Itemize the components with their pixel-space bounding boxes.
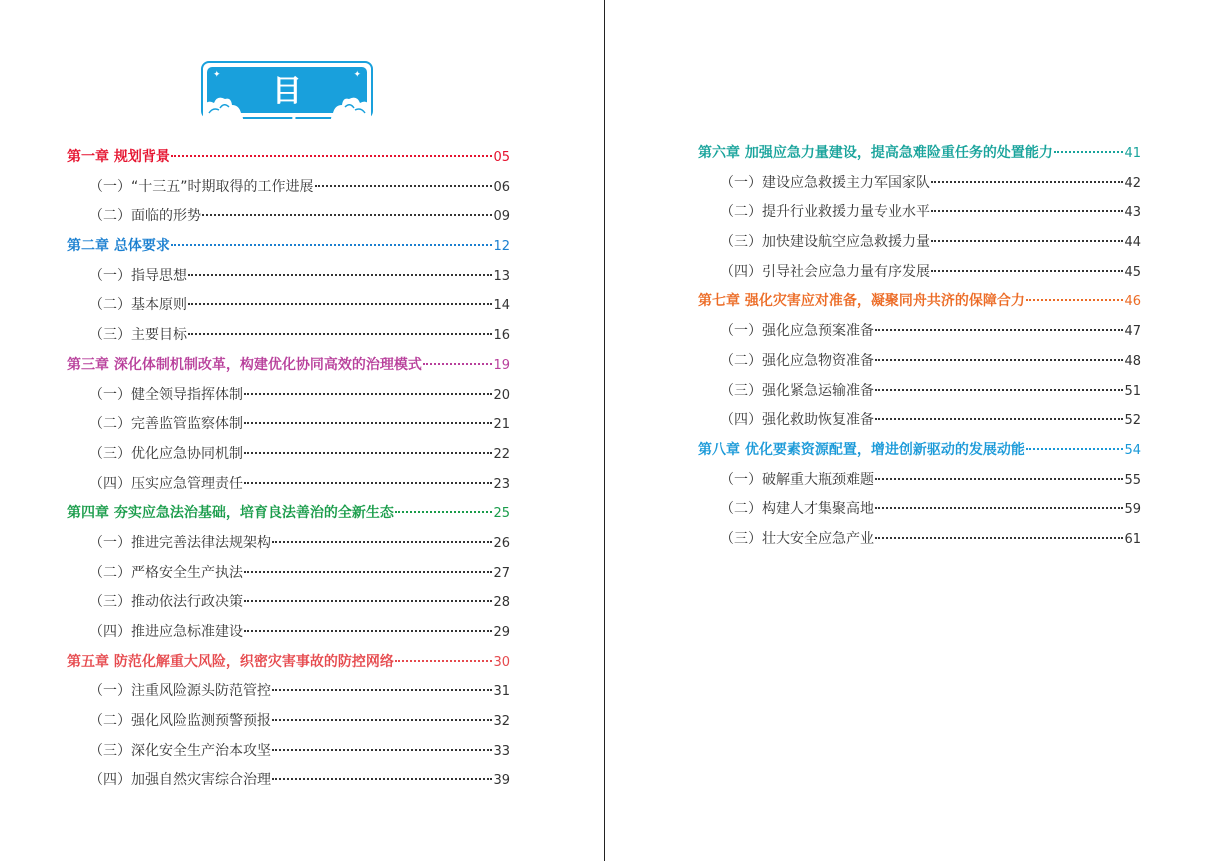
toc-page-number: 44 [1124,235,1141,251]
toc-page-number: 33 [493,743,510,759]
toc-section-entry[interactable] [698,406,1141,436]
dot-leader [395,660,493,662]
dot-leader [171,155,493,157]
toc-entry-title: （四）加强自然灾害综合治理 [89,772,271,789]
toc-page-number: 43 [1124,205,1141,221]
toc-entry-title: （三）加快建设航空应急救援力量 [720,234,930,251]
toc-section-entry[interactable] [67,559,510,589]
toc-section-entry[interactable] [698,495,1141,525]
toc-entry-title: （四）引导社会应急力量有序发展 [720,263,930,280]
toc-entry-title: （二）严格安全生产执法 [89,564,243,581]
toc-page-number: 29 [493,625,510,640]
dot-leader [875,418,1123,420]
toc-page-number: 20 [493,387,510,403]
sparkle-icon: ✦ [225,98,231,105]
toc-entry-title: （四）强化救助恢复准备 [720,412,874,429]
toc-page-number: 05 [493,150,510,165]
toc-entry-title: 第四章 夯实应急法治基础，培育良法善治的全新生态 [67,505,394,522]
toc-entry-title: （二）基本原则 [89,297,187,314]
toc-page-number: 32 [493,714,510,730]
toc-page-number: 54 [1124,442,1141,458]
toc-page-number: 52 [1124,413,1141,429]
dot-leader [244,452,492,454]
toc-entry-title: （四）压实应急管理责任 [89,475,243,492]
dot-leader [272,689,492,691]
toc-entry-title: （四）推进应急标准建设 [89,624,243,640]
sparkle-icon: ✦ [343,98,349,105]
toc-list-right [698,139,1141,555]
dot-leader [1054,151,1124,153]
toc-section-entry[interactable] [67,470,510,500]
toc-section-entry[interactable] [67,737,510,767]
toc-section-entry[interactable] [698,258,1141,288]
toc-list-left [67,143,510,796]
dot-leader [931,240,1123,242]
dot-leader [171,244,493,246]
dot-leader [244,571,492,573]
toc-page-number: 19 [493,357,510,373]
toc-page-number: 51 [1124,383,1141,399]
toc-section-entry[interactable] [67,173,510,203]
title-banner-fill [207,67,367,147]
dot-leader [272,749,492,751]
dot-leader [244,482,492,484]
toc-entry-title: （一）破解重大瓶颈难题 [720,471,874,488]
toc-section-entry[interactable] [67,262,510,292]
toc-section-entry[interactable] [698,347,1141,377]
toc-page-number: 41 [1124,146,1141,161]
dot-leader [202,214,492,216]
toc-page-number: 25 [493,506,510,522]
toc-entry-title: （一）建设应急救援主力军国家队 [720,174,930,191]
dot-leader [244,422,492,424]
toc-section-entry[interactable] [67,381,510,411]
dot-leader [188,303,492,305]
toc-page-number: 61 [1124,531,1141,547]
dot-leader [188,274,492,276]
toc-page-number: 26 [493,535,510,551]
toc-title: 目 录 [272,74,332,147]
toc-entry-title: 第六章 加强应急力量建设，提高急难险重任务的处置能力 [698,145,1053,161]
toc-page-number: 09 [493,209,510,225]
toc-entry-title: 第二章 总体要求 [67,238,170,255]
toc-chapter-entry[interactable] [698,287,1141,317]
toc-page-number: 39 [493,773,510,789]
page-gutter-divider [604,0,605,861]
toc-section-entry[interactable] [698,169,1141,199]
dot-leader [272,719,492,721]
toc-entry-title: （三）推动依法行政决策 [89,594,243,611]
toc-section-entry[interactable] [698,228,1141,258]
toc-entry-title: （二）构建人才集聚高地 [720,501,874,518]
dot-leader [875,359,1123,361]
toc-page-number: 06 [493,179,510,195]
toc-entry-title: （二）提升行业救援力量专业水平 [720,204,930,221]
sparkle-icon: ✦ [213,70,221,80]
dot-leader [244,630,492,632]
dot-leader [875,507,1123,509]
toc-section-entry[interactable] [67,707,510,737]
dot-leader [315,185,493,187]
toc-entry-title: （三）优化应急协同机制 [89,445,243,462]
toc-page-number: 23 [493,476,510,492]
toc-entry-title: （二）强化风险监测预警预报 [89,713,271,730]
toc-entry-title: （一）指导思想 [89,267,187,284]
toc-entry-title: （三）深化安全生产治本攻坚 [89,742,271,759]
toc-chapter-entry[interactable] [698,139,1141,169]
toc-page-number: 45 [1124,264,1141,280]
toc-page-number: 47 [1124,324,1141,340]
dot-leader [272,541,492,543]
toc-section-entry[interactable] [67,677,510,707]
toc-entry-title: 第三章 深化体制机制改革，构建优化协同高效的治理模式 [67,356,422,373]
dot-leader [244,393,492,395]
toc-page-number: 12 [493,239,510,255]
dot-leader [931,181,1123,183]
dot-leader [875,537,1123,539]
toc-page-number: 13 [493,268,510,284]
left-page [0,0,604,861]
dot-leader [931,270,1123,272]
toc-page-number: 28 [493,595,510,611]
toc-section-entry[interactable] [698,466,1141,496]
dot-leader [423,363,493,365]
toc-page-number: 55 [1124,472,1141,488]
toc-section-entry[interactable] [67,618,510,648]
toc-chapter-entry[interactable] [67,143,510,173]
toc-page-number: 46 [1124,294,1141,310]
toc-page-number: 31 [493,684,510,700]
toc-entry-title: （二）完善监管监察体制 [89,416,243,433]
toc-page-number: 30 [493,654,510,670]
toc-section-entry[interactable] [67,440,510,470]
toc-page-number: 14 [493,298,510,314]
toc-chapter-entry[interactable] [67,499,510,529]
toc-entry-title: （三）主要目标 [89,327,187,344]
toc-section-entry[interactable] [67,410,510,440]
toc-page-number: 59 [1124,502,1141,518]
toc-section-entry[interactable] [698,377,1141,407]
toc-section-entry[interactable] [67,321,510,351]
toc-entry-title: （二）面临的形势 [89,208,201,225]
toc-entry-title: 第八章 优化要素资源配置，增进创新驱动的发展动能 [698,441,1025,458]
toc-page-number: 42 [1124,175,1141,191]
toc-entry-title: （三）强化紧急运输准备 [720,382,874,399]
toc-entry-title: （三）壮大安全应急产业 [720,530,874,547]
toc-section-entry[interactable] [698,198,1141,228]
toc-entry-title: 第一章 规划背景 [67,149,170,165]
toc-chapter-entry[interactable] [698,436,1141,466]
dot-leader [875,329,1123,331]
toc-page-number: 27 [493,565,510,581]
dot-leader [188,333,492,335]
toc-page-number: 48 [1124,353,1141,369]
dot-leader [875,389,1123,391]
toc-section-entry[interactable] [698,525,1141,555]
dot-leader [1026,299,1124,301]
toc-section-entry[interactable] [698,317,1141,347]
toc-entry-title: （二）强化应急物资准备 [720,352,874,369]
toc-section-entry[interactable] [67,766,510,796]
toc-section-entry[interactable] [67,202,510,232]
toc-entry-title: （一）推进完善法律法规架构 [89,534,271,551]
toc-title-banner [201,61,373,147]
toc-entry-title: （一）“十三五”时期取得的工作进展 [89,178,314,195]
toc-page-number: 22 [493,446,510,462]
toc-entry-title: 第七章 强化灾害应对准备，凝聚同舟共济的保障合力 [698,293,1025,310]
toc-chapter-entry[interactable] [67,232,510,262]
toc-entry-title: （一）注重风险源头防范管控 [89,683,271,700]
toc-entry-title: 第五章 防范化解重大风险，织密灾害事故的防控网络 [67,653,394,670]
dot-leader [395,511,493,513]
toc-chapter-entry[interactable] [67,351,510,381]
dot-leader [875,478,1123,480]
toc-section-entry[interactable] [67,588,510,618]
toc-entry-title: （一）健全领导指挥体制 [89,386,243,403]
toc-section-entry[interactable] [67,291,510,321]
right-page [606,0,1212,861]
sparkle-icon: ✦ [353,70,361,80]
dot-leader [1026,448,1124,450]
toc-page-number: 21 [493,417,510,433]
toc-page-number: 16 [493,328,510,344]
toc-section-entry[interactable] [67,529,510,559]
toc-entry-title: （一）强化应急预案准备 [720,323,874,340]
dot-leader [272,778,492,780]
dot-leader [931,210,1123,212]
dot-leader [244,600,492,602]
toc-chapter-entry[interactable] [67,648,510,678]
